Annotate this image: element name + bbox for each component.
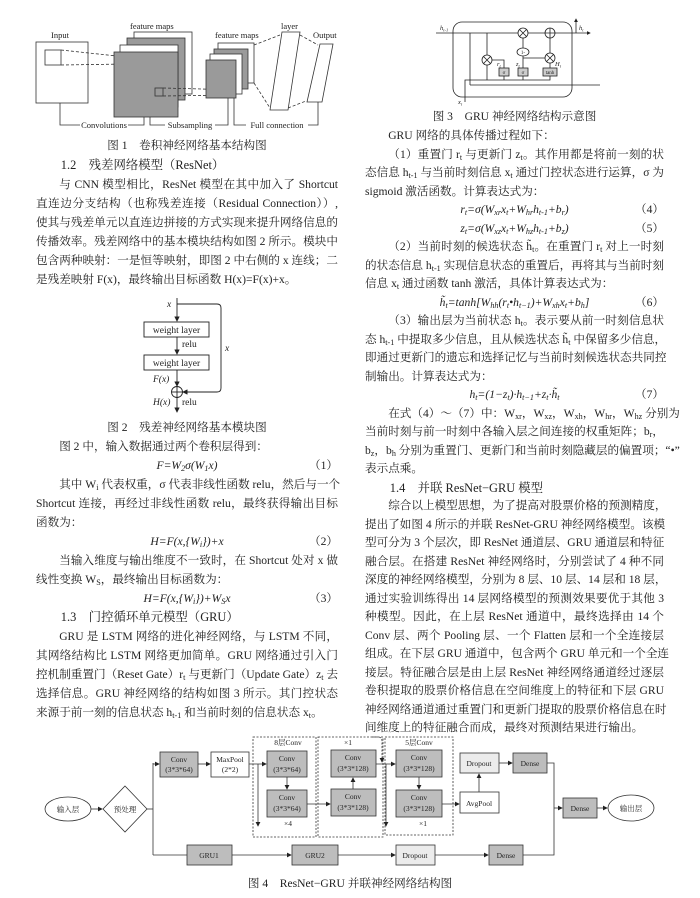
dropout-top-label: Dropout bbox=[466, 759, 492, 768]
paragraph-line: （1）重置门 $r_t$ 与更新门 $z_t$。其作用都是将前一刻的状 bbox=[388, 147, 664, 162]
paragraph-line: 当输入维度与输出维度不一致时，在 Shortcut 处对 x 做 bbox=[59, 554, 338, 567]
maxpool-size: (2*2) bbox=[221, 765, 239, 774]
equation-2-number: （2） bbox=[309, 535, 338, 548]
paragraph-line: 制输出。计算表达式为： bbox=[365, 369, 493, 383]
figure-1-caption: 图 1 卷积神经网络基本结构图 bbox=[107, 139, 267, 152]
paragraph-line: 即通过更新门的遗忘和选择记忆与当前时刻候选状态共同控 bbox=[365, 351, 667, 364]
paragraph-line: 图 2 中，输入数据通过两个卷积层得到： bbox=[59, 440, 268, 453]
paragraph-line: 神经网络通道通过重置门和更新门提取的股票价格信息在时 bbox=[365, 702, 667, 716]
fig3-r-t: $r_t$ bbox=[497, 61, 501, 69]
paragraph-line: 来源于前一刻的信息状态 $h_{t-1}$ 和当前时刻的信息状态 $x_t$。 bbox=[36, 706, 323, 720]
paragraph-line: 深度的神经网络模型，分别为 8 层、10 层、14 层和 18 层， bbox=[365, 573, 667, 586]
section-heading-1-4: 1.4 并联 ResNet−GRU 模型 bbox=[389, 480, 544, 495]
fig3-sigma-r: σ bbox=[502, 71, 506, 76]
equation-6 bbox=[365, 294, 664, 313]
maxpool-label: MaxPool bbox=[216, 755, 244, 764]
equation-3-number: （3） bbox=[309, 592, 338, 605]
fig1-label-layer: layer bbox=[281, 21, 298, 31]
equation-4-number: （4） bbox=[635, 203, 664, 216]
conv1-label: Conv bbox=[170, 755, 188, 764]
block5-repeat: ×1 bbox=[419, 819, 427, 828]
equation-1-body: $F=W_2\sigma(W_1x)$ bbox=[156, 459, 218, 473]
section-1-2 bbox=[36, 156, 338, 289]
equation-7-body: $h_t=(1-z_t)\cdot h_{t-1}+z_t\cdot h̃_t$ bbox=[469, 388, 560, 402]
equation-2-body: $H=F(x,\{W_i\})+x$ bbox=[150, 535, 224, 549]
fig1-label-full-connection: Full connection bbox=[250, 120, 304, 130]
equation-1-number: （1） bbox=[309, 459, 338, 472]
block8-conv-lower-size: (3*3*64) bbox=[273, 804, 301, 813]
block8-repeat: ×4 bbox=[284, 819, 292, 828]
block1-label: ×1 bbox=[344, 738, 352, 747]
paragraph-line: 选择信息。GRU 神经网络的结构如图 3 所示。其门控状态 bbox=[36, 687, 338, 700]
paragraph-line: Conv 层、两个 Pooling 层、一个 Flatten 层和一个全连接层 bbox=[365, 628, 664, 642]
paragraph-line: 型可分为 3 个层次，即 ResNet 通道层、GRU 通道层和特征 bbox=[365, 536, 665, 549]
equation-5-number: （5） bbox=[635, 221, 664, 235]
block5-conv-upper-label: Conv bbox=[410, 753, 428, 762]
paragraph-line: （2）当前时刻的候选状态 $h̃_t$。在重置门 $r_t$ 对上一时刻 bbox=[388, 240, 664, 254]
paragraph-line: GRU 是 LSTM 网络的进化神经网络，与 LSTM 不同， bbox=[59, 630, 338, 643]
fig1-label-output: Output bbox=[313, 30, 337, 40]
block8-conv-upper-label: Conv bbox=[278, 754, 296, 763]
paragraph-line: 传播效率。残差网络中的基本模块结构如图 2 所示。模块中 bbox=[36, 235, 338, 248]
equation-7-number: （7） bbox=[635, 388, 664, 401]
fig3-h-prev: $h_{t-1}$ bbox=[440, 25, 449, 33]
fig2-hx: H(x) bbox=[153, 398, 171, 408]
fig2-weight-layer-2: weight layer bbox=[152, 359, 201, 369]
block5-conv-lower-label: Conv bbox=[410, 793, 428, 802]
paragraph-line: 卷积提取的股票价格信息在空间维度上的特征和下层 GRU bbox=[365, 684, 664, 697]
paragraph-line: 函数为： bbox=[36, 516, 83, 529]
block8-conv-lower-label: Conv bbox=[278, 793, 296, 802]
paragraph-line: GRU 网络的具体传播过程如下： bbox=[388, 129, 555, 142]
paragraph-line: 通过实验训练得出 14 层网络模型的预测效果要优于其他 3 bbox=[365, 591, 664, 605]
paragraph-line: 接层。特征融合层是由上层 ResNet 神经网络通道经过逐层 bbox=[365, 665, 664, 679]
paragraph-line: 与 CNN 模型相比，ResNet 模型在其中加入了 Shortcut bbox=[59, 178, 338, 191]
fig1-label-feature-maps-2: feature maps bbox=[215, 30, 259, 40]
figure-2-caption: 图 2 残差神经网络基本模块图 bbox=[107, 421, 267, 434]
avgpool-label: AvgPool bbox=[465, 799, 493, 808]
paragraph-line: 当前时刻与前一时刻中各输入层之间连接的权重矩阵；$b_r$， bbox=[365, 425, 664, 439]
block5-conv-lower-size: (3*3*128) bbox=[403, 804, 435, 813]
section-heading-1-2: 1.2 残差网络模型（ResNet） bbox=[60, 158, 225, 172]
equation-5-body: $z_t=\sigma(W_{xz}x_t+W_{hz}h_{t-1}+b_z)$ bbox=[460, 221, 569, 236]
paragraph-line: 提出了如图 4 所示的并联 ResNet-GRU 神经网络模型。该模 bbox=[365, 517, 666, 531]
block5-conv-upper-size: (3*3*128) bbox=[403, 764, 435, 773]
gru1-label: GRU1 bbox=[199, 851, 219, 860]
figure-4-caption: 图 4 ResNet−GRU 并联神经网络结构图 bbox=[247, 877, 453, 890]
paragraph-line: 综合以上模型思想，为了提高对股票价格的预测精度， bbox=[388, 499, 667, 512]
block1-conv-lower-size: (3*3*128) bbox=[337, 803, 369, 812]
fig2-relu-2: relu bbox=[182, 398, 197, 408]
fig3-z-t: $z_t$ bbox=[516, 61, 520, 69]
block5-label: 5层Conv bbox=[405, 738, 433, 747]
paragraph-line: 包含两种映射：一是恒等映射，即图 2 中右侧的 x 连线；二 bbox=[36, 254, 338, 267]
dense-top-label: Dense bbox=[520, 759, 540, 768]
fig3-tanh: tanh bbox=[545, 71, 555, 76]
fig2-shortcut-x: x bbox=[225, 344, 230, 354]
block1-conv-upper-label: Conv bbox=[344, 753, 362, 762]
paragraph-line: 态 $h_{t-1}$ 中提取多少信息，且从候选状态 $h̃_t$ 中保留多少信息， bbox=[365, 332, 667, 347]
fig3-one-minus: 1- bbox=[520, 51, 526, 56]
figure-3-gru-cell bbox=[0, 15, 700, 110]
fig2-fx: F(x) bbox=[153, 375, 170, 385]
equation-6-body: $h̃_t=\tanh[W_{hh}(r_t•h_{t-1})+W_{xh}x_t+b_h]$ bbox=[439, 295, 590, 310]
block1-conv-upper-size: (3*3*128) bbox=[337, 764, 369, 773]
gru2-label: GRU2 bbox=[305, 851, 325, 860]
equation-5 bbox=[365, 220, 664, 239]
dropout-bottom-label: Dropout bbox=[402, 851, 428, 860]
paragraph-line: $b_z$，$b_h$ 分别为重置门、更新门和当前时刻隐藏层的偏置项；“•” bbox=[365, 443, 680, 458]
equation-2 bbox=[36, 532, 338, 551]
equation-4 bbox=[365, 201, 664, 220]
fig2-relu-1: relu bbox=[182, 340, 197, 350]
paragraph-line: （3）输出层为当前状态 $h_t$。表示要从前一时刻信息状 bbox=[388, 314, 664, 328]
paragraph-line: 控机制重置门（Reset $Gate)r_t$ 与更新门（Update $Gate)z_t$ 去 bbox=[36, 668, 339, 682]
fig1-label-input: Input bbox=[51, 30, 69, 40]
input-layer-label: 输入层 bbox=[56, 805, 80, 814]
fig3-H-t: $H_t$ bbox=[555, 61, 561, 69]
fig3-sigma-z: σ bbox=[521, 71, 525, 76]
dense-bottom-label: Dense bbox=[496, 851, 516, 860]
paragraph-line: 组成。在下层 GRU 通道中，包含两个 GRU 单元和一个全连 bbox=[365, 647, 670, 660]
block8-label: 8层Conv bbox=[274, 738, 302, 747]
equation-3 bbox=[36, 589, 338, 608]
paragraph-line: 表示点乘。 bbox=[365, 462, 423, 475]
paragraph-line: 使其与残差单元以直连边拼接的方式实现来提升网络信息的 bbox=[36, 216, 338, 229]
paragraph-line: 是残差映射 F(x)，最终输出目标函数 H(x)=F(x)+x。 bbox=[36, 273, 297, 286]
preprocess-label: 预处理 bbox=[113, 805, 137, 814]
fig1-label-feature-maps-1: feature maps bbox=[130, 21, 174, 31]
fig3-h-t: $h_t$ bbox=[579, 25, 584, 33]
paragraph-line: 在式（4）～（7）中：$W_{xr}$，$W_{xz}$，$W_{xh}$，$W_{hr}$，$W_{hz}$ 分别为 bbox=[388, 406, 680, 421]
figure-4-resnet-gru-diagram bbox=[0, 732, 700, 874]
paragraph-line: 融合层。在搭建 ResNet 神经网络时，分别尝试了 4 种不同 bbox=[365, 554, 664, 568]
fig1-label-convolutions: Convolutions bbox=[81, 120, 127, 130]
fig1-label-subsampling: Subsampling bbox=[167, 120, 213, 130]
right-column-body bbox=[365, 127, 680, 738]
equation-7 bbox=[365, 386, 664, 405]
paragraph-line: 信息 $x_t$ 通过函数 tanh 激活，具体计算表达式为： bbox=[365, 277, 614, 291]
paragraph-line: 的状态信息 $h_{t-1}$ 实现信息状态的重置后，再将其与当前时刻 bbox=[365, 258, 664, 273]
left-column-body bbox=[36, 437, 341, 722]
paragraph-line: sigmoid 激活函数。计算表达式为： bbox=[365, 184, 545, 198]
figure-3-caption: 图 3 GRU 神经网络结构示意图 bbox=[432, 110, 597, 123]
paragraph-line: 线性变换 $W_S$，最终输出目标函数为： bbox=[36, 573, 229, 587]
output-layer-label: 输出层 bbox=[619, 804, 643, 813]
paragraph-line: 种模型。因此，在上层 ResNet 通道中，最终选择由 14 个 bbox=[365, 610, 664, 623]
dense-merge-label: Dense bbox=[570, 804, 590, 813]
paragraph-line: 间维度上的特征融合而成，最终对预测结果进行输出。 bbox=[365, 721, 644, 734]
conv1-size: (3*3*64) bbox=[165, 765, 193, 774]
paragraph-line: 其中 $W_i$ 代表权重，σ 代表非线性函数 relu，然后与一个 bbox=[59, 478, 341, 492]
block8-conv-upper-size: (3*3*64) bbox=[273, 765, 301, 774]
fig2-input-x: x bbox=[167, 300, 172, 310]
block1-conv-lower-label: Conv bbox=[344, 792, 362, 801]
equation-3-body: $H=F(x,\{W_i\})+W_Sx$ bbox=[143, 592, 231, 606]
paragraph-line: Shortcut 连接，再经过非线性函数 relu，最终获得输出目标 bbox=[36, 497, 338, 510]
fig3-x-t: $x_t$ bbox=[458, 99, 463, 107]
paragraph-line: 直连边分支结构（也称残差连接（Residual Connection））, bbox=[36, 197, 338, 210]
fig2-weight-layer-1: weight layer bbox=[152, 326, 201, 336]
equation-4-body: $r_t=\sigma(W_{xr}x_t+W_{hr}h_{t-1}+b_r)$ bbox=[460, 203, 569, 217]
equation-6-number: （6） bbox=[635, 295, 664, 309]
section-heading-1-3: 1.3 门控循环单元模型（GRU） bbox=[60, 610, 239, 624]
paragraph-line: 其网络结构比 LSTM 网络更加简单。GRU 网络通过引入门 bbox=[36, 649, 338, 662]
equation-1 bbox=[36, 456, 338, 475]
paragraph-line: 态信息 $h_{t-1}$ 与当前时刻信息 $x_t$ 通过门控状态进行运算，σ 为 bbox=[365, 166, 664, 180]
